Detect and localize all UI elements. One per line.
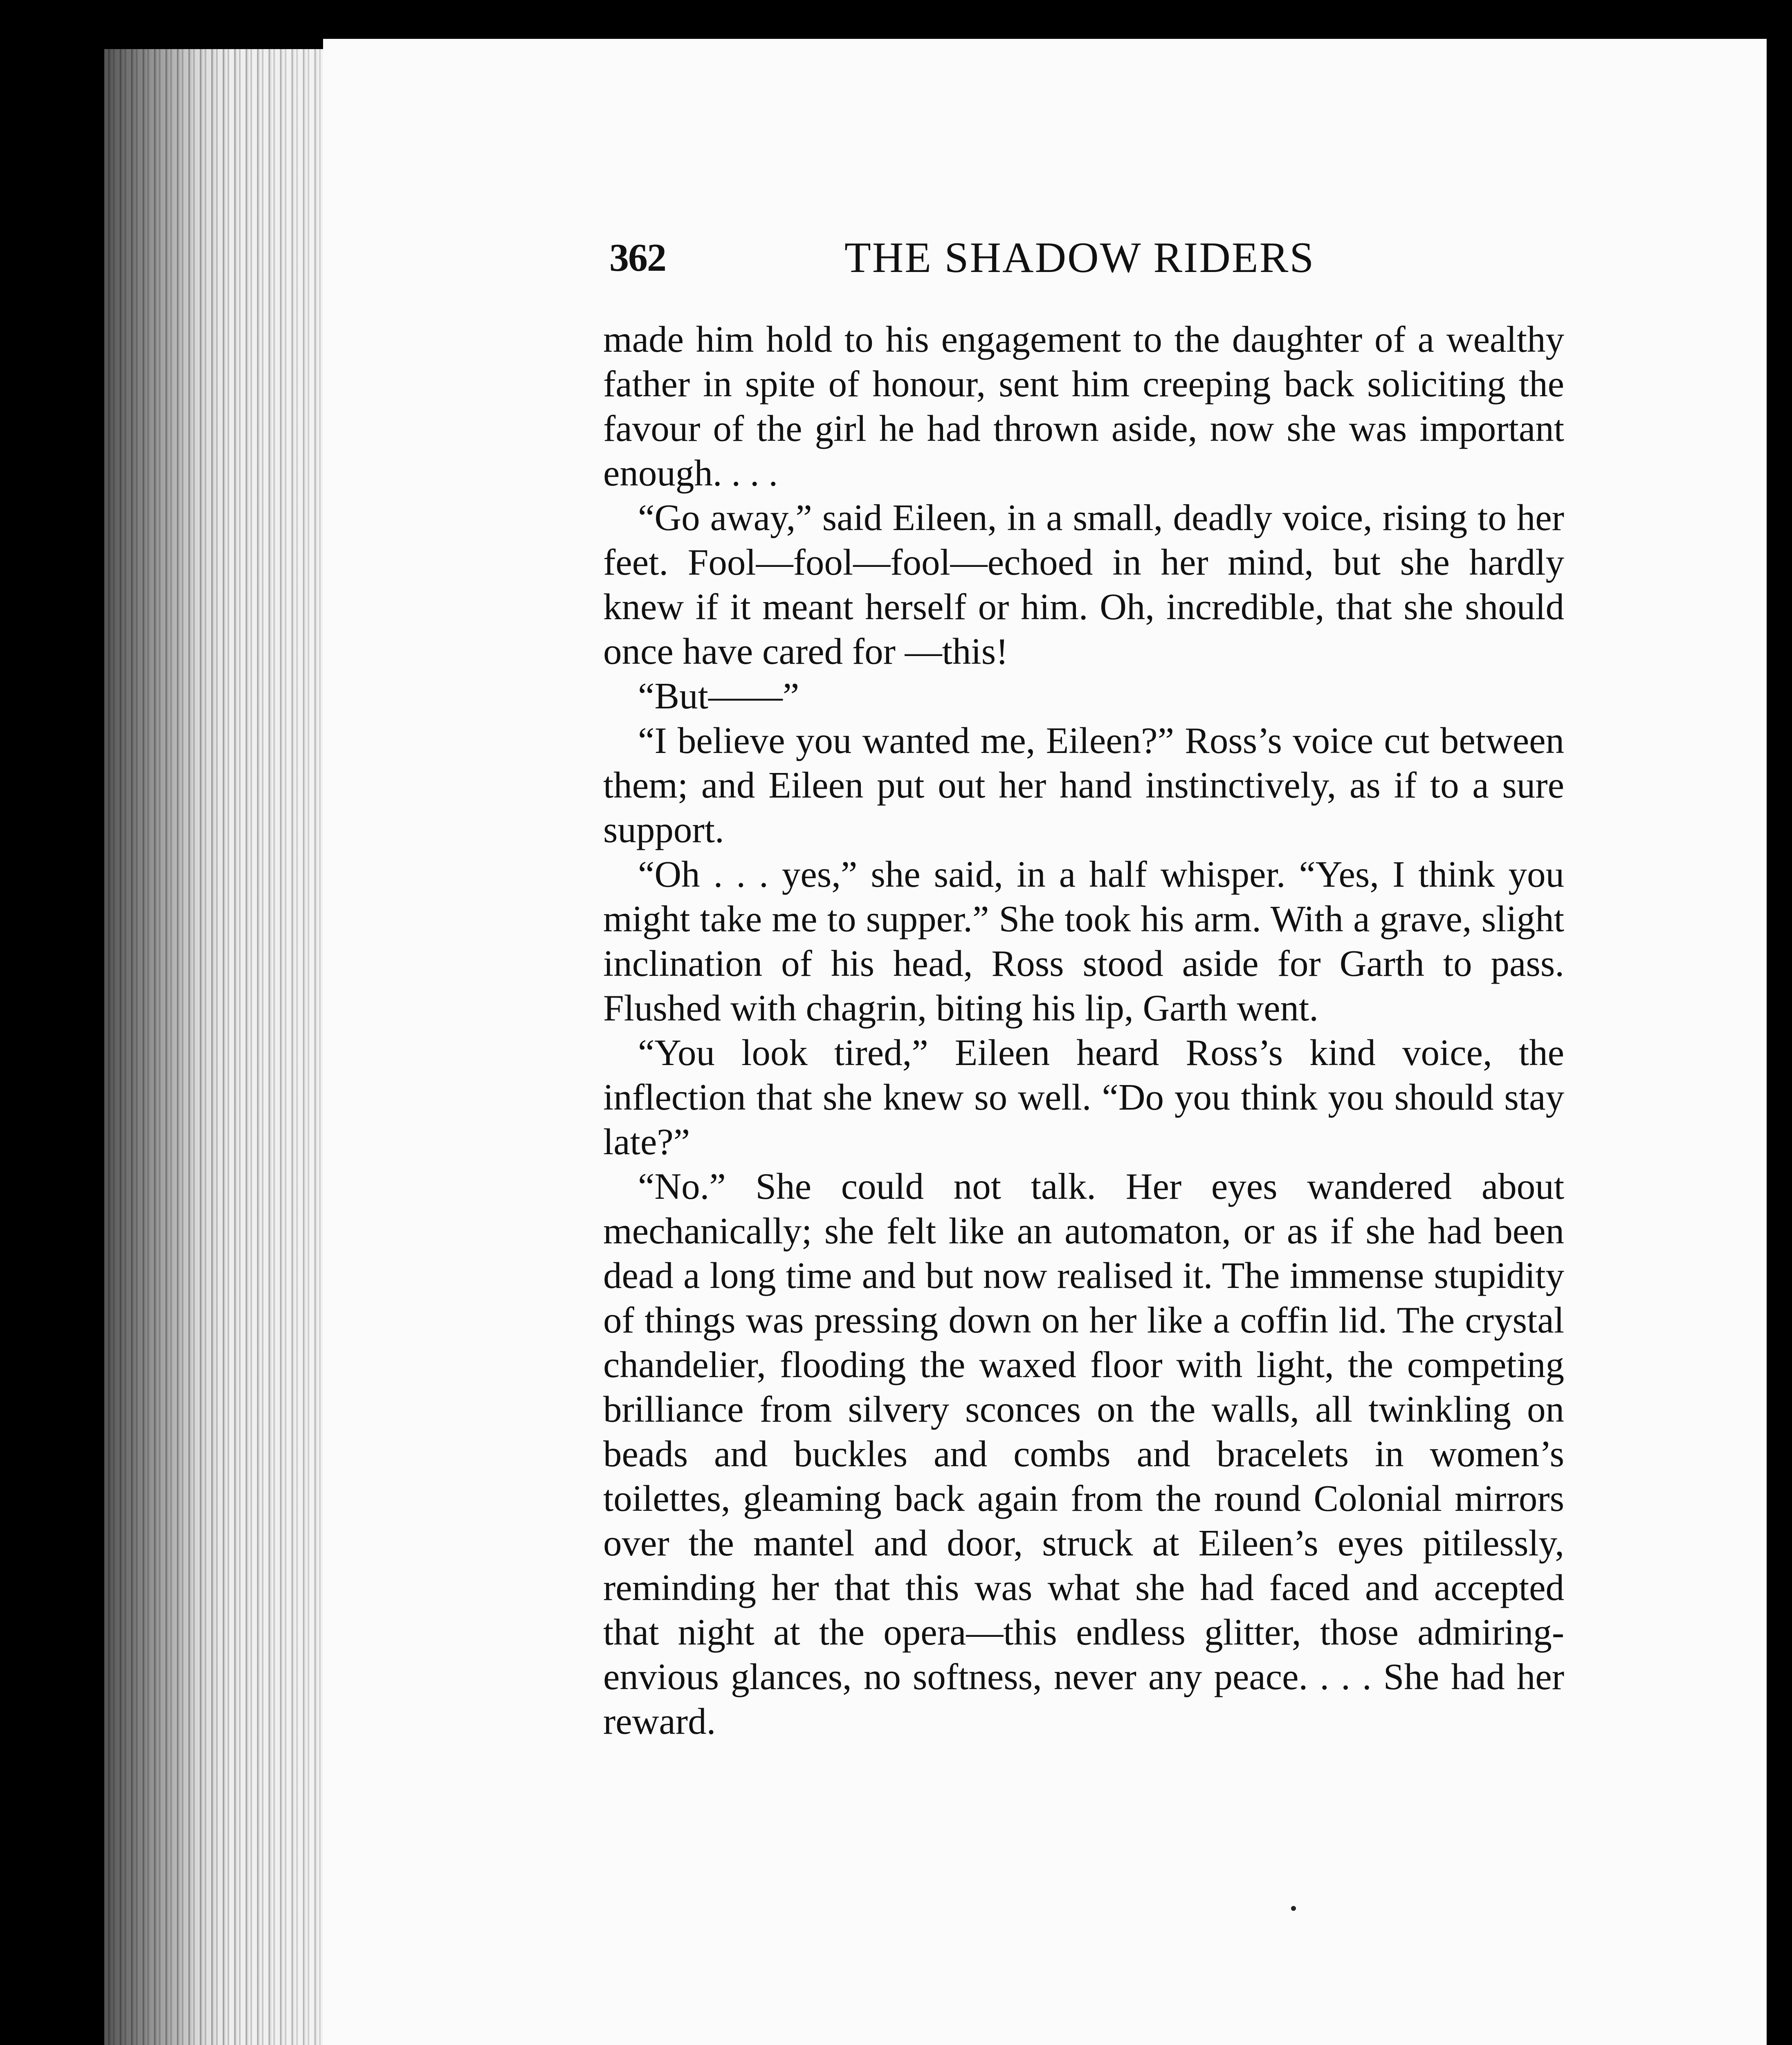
paragraph: “No.” She could not talk. Her eyes wandered about mechanically; she felt like an automaton, or as if she had been dead a long time and but now realised it. The immense stupidity of things was pressing down on her like a coffin lid. The crystal chandelier, flooding the waxed floor with light, the competing brilliance from silvery sconces on the walls, all twinkling on beads and buckles and combs and bracelets in women’s toilettes, gleaming back again from the round Colonial mirrors over the mantel and door, struck at Eileen’s eyes pitilessly, reminding her that this was what she had faced and accepted that night at the opera—this endless glitter, those admiring-envious glances, no softness, never any peace. . . . She had her reward. (603, 1166, 1564, 1742)
page-edge-shadow (104, 49, 333, 2045)
running-head (609, 227, 1564, 288)
ink-speck (1291, 1906, 1296, 1911)
paragraph: “You look tired,” Eileen heard Ross’s kind voice, the inflection that she knew so well. “Do you think you should stay late?” (603, 1032, 1564, 1162)
page-number: 362 (609, 236, 666, 279)
paragraph: “I believe you wanted me, Eileen?” Ross’s voice cut between them; and Eileen put out her hand instinctively, as if to a sure support. (603, 720, 1564, 850)
body-text (603, 317, 1564, 1744)
paragraph: made him hold to his engagement to the daughter of a wealthy father in spite of honour, sent him creeping back soliciting the favour of the girl he had thrown aside, now she was important enough. . . . (603, 319, 1564, 494)
paragraph: “But——” (638, 675, 799, 717)
paragraph: “Go away,” said Eileen, in a small, deadly voice, rising to her feet. Fool—fool—fool—echoed in her mind, but she hardly knew if it meant herself or him. Oh, incredible, that she should once have cared for —this! (603, 497, 1564, 672)
paragraph: “Oh . . . yes,” she said, in a half whisper. “Yes, I think you might take me to supper.” She took his arm. With a grave, slight inclination of his head, Ross stood aside for Garth to pass. Flushed with chagrin, biting his lip, Garth went. (603, 854, 1564, 1029)
book-title: THE SHADOW RIDERS (844, 234, 1315, 281)
scan-border-right (1767, 0, 1792, 2045)
